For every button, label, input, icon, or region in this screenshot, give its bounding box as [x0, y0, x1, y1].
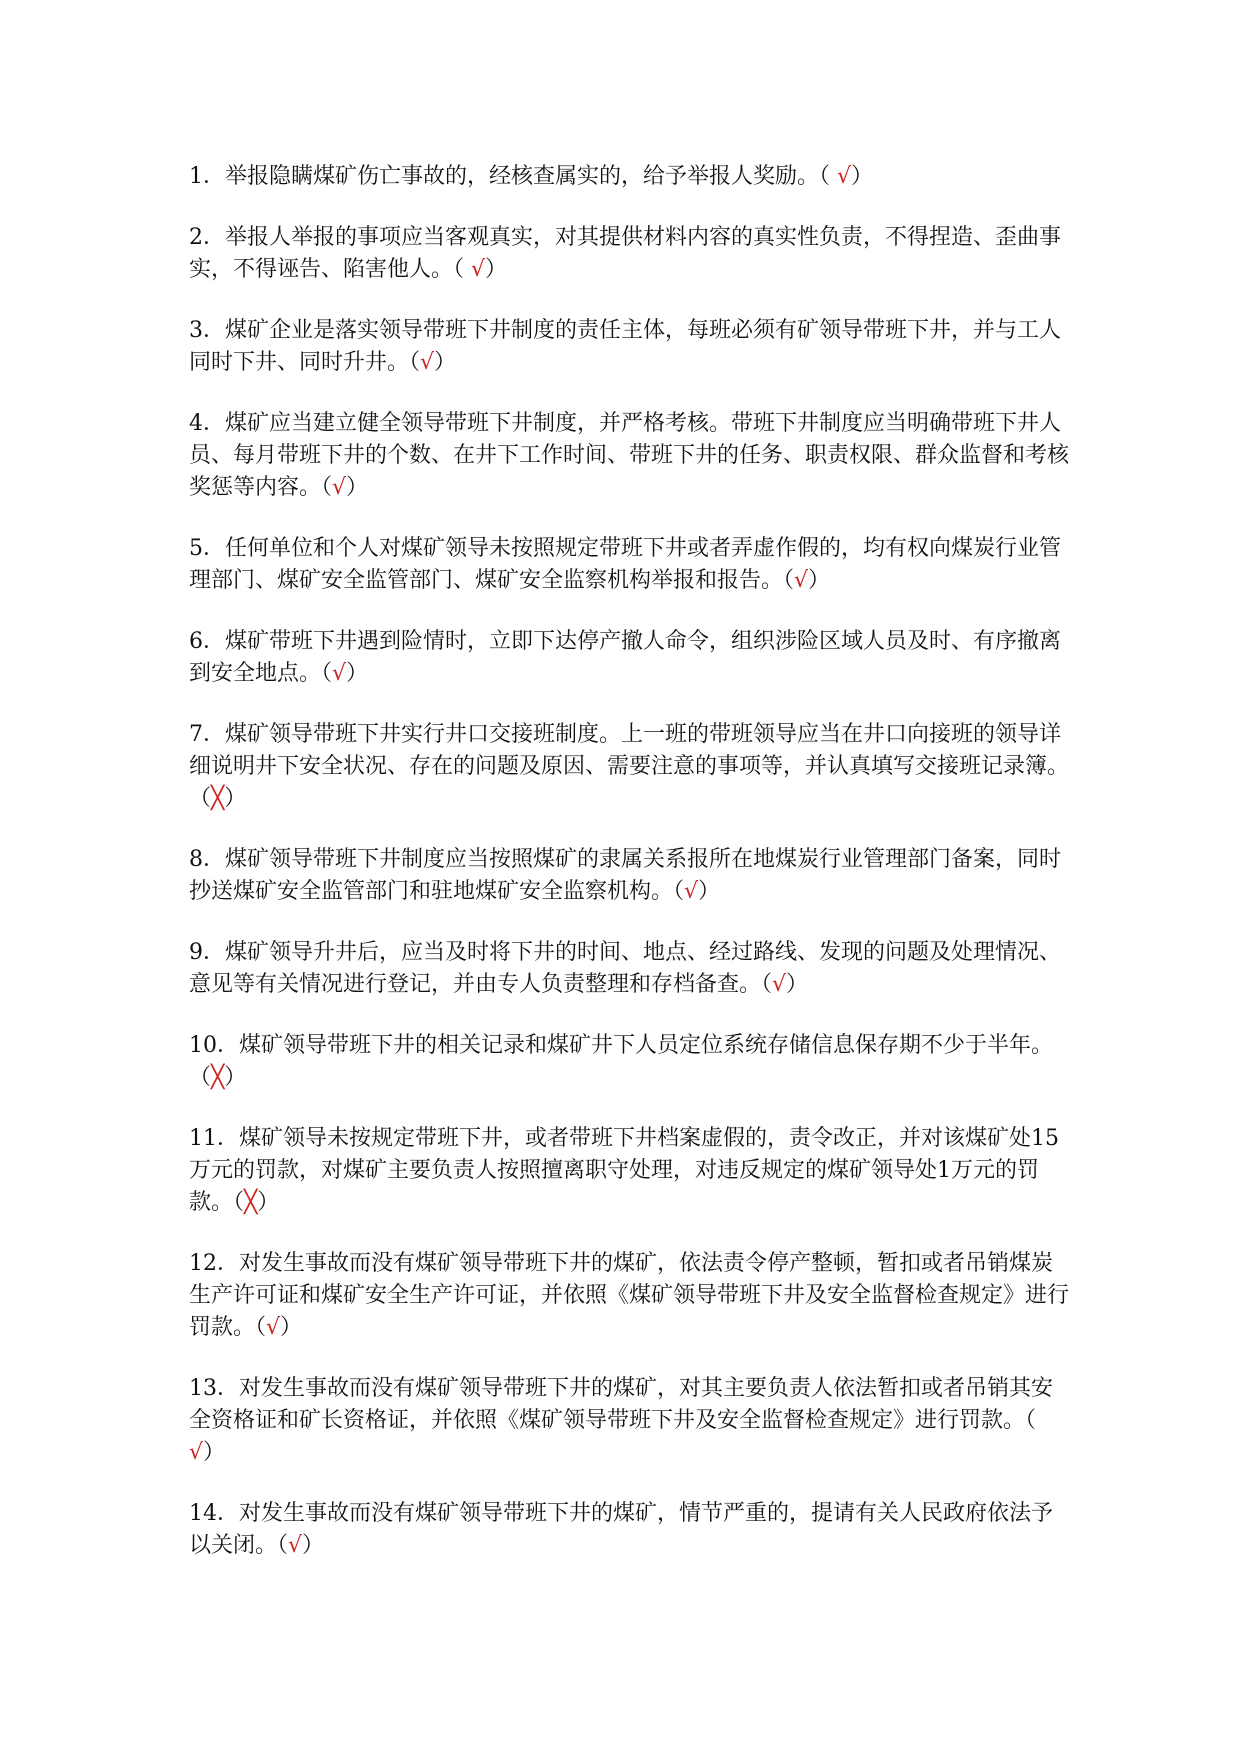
cross-mark-icon: ╳: [211, 1065, 225, 1090]
item-close-paren: ）: [257, 1190, 280, 1215]
check-mark-icon: √: [189, 1440, 204, 1465]
item-number: 7．: [189, 722, 225, 747]
item-number: 4．: [189, 411, 225, 436]
check-mark-icon: √: [830, 164, 852, 189]
item-number: 10．: [189, 1033, 239, 1058]
item-text: 煤矿领导升井后，应当及时将下井的时间、地点、经过路线、发现的问题及处理情况、意见等有关情况进行登记，并由专人负责整理和存档备查。（: [189, 940, 1062, 997]
item-close-paren: ）: [434, 350, 457, 375]
item-text: 煤矿领导未按规定带班下井，或者带班下井档案虚假的，责令改正，并对该煤矿处15万元的罚款，对煤矿主要负责人按照擅离职守处理，对违反规定的煤矿领导处1万元的罚款。（: [189, 1126, 1059, 1215]
item-text: 举报人举报的事项应当客观真实，对其提供材料内容的真实性负责，不得捏造、歪曲事实，不得诬告、陷害他人。（: [189, 225, 1062, 282]
list-item: [189, 937, 1069, 1001]
item-text: 对发生事故而没有煤矿领导带班下井的煤矿，情节严重的，提请有关人民政府依法予以关闭。（: [189, 1501, 1054, 1558]
list-item: [189, 626, 1069, 690]
item-number: 11．: [189, 1126, 239, 1151]
item-close-paren: ）: [302, 1533, 325, 1558]
item-close-paren: ）: [808, 568, 831, 593]
item-number: 13．: [189, 1376, 239, 1401]
check-mark-icon: √: [464, 257, 486, 282]
check-mark-icon: √: [266, 1315, 281, 1340]
list-item: [189, 1498, 1069, 1562]
item-number: 9．: [189, 940, 225, 965]
question-list: [189, 161, 1069, 1591]
item-text: 煤矿带班下井遇到险情时，立即下达停产撤人命令，组织涉险区域人员及时、有序撤离到安全地点。（: [189, 629, 1062, 686]
item-text: 煤矿应当建立健全领导带班下井制度，并严格考核。带班下井制度应当明确带班下井人员、每月带班下井的个数、在井下工作时间、带班下井的任务、职责权限、群众监督和考核奖惩等内容。（: [189, 411, 1070, 500]
check-mark-icon: √: [772, 972, 787, 997]
item-close-paren: ）: [698, 879, 721, 904]
item-text: 对发生事故而没有煤矿领导带班下井的煤矿，依法责令停产整顿，暂扣或者吊销煤炭生产许可证和煤矿安全生产许可证，并依照《煤矿领导带班下井及安全监督检查规定》进行罚款。（: [189, 1251, 1070, 1340]
item-close-paren: ）: [203, 1440, 226, 1465]
list-item: [189, 533, 1069, 597]
item-text: 煤矿企业是落实领导带班下井制度的责任主体，每班必须有矿领导带班下井，并与工人同时下井、同时升井。（: [189, 318, 1062, 375]
check-mark-icon: √: [332, 661, 347, 686]
list-item: [189, 222, 1069, 286]
list-item: [189, 161, 1069, 193]
cross-mark-icon: ╳: [244, 1190, 258, 1215]
item-number: 5．: [189, 536, 225, 561]
item-text: 煤矿领导带班下井的相关记录和煤矿井下人员定位系统存储信息保存期不少于半年。（: [189, 1033, 1054, 1090]
list-item: [189, 1123, 1069, 1219]
item-close-paren: ）: [485, 257, 508, 282]
list-item: [189, 1373, 1069, 1469]
check-mark-icon: √: [420, 350, 435, 375]
item-text: 煤矿领导带班下井制度应当按照煤矿的隶属关系报所在地煤炭行业管理部门备案，同时抄送煤矿安全监管部门和驻地煤矿安全监察机构。（: [189, 847, 1062, 904]
item-text: 任何单位和个人对煤矿领导未按照规定带班下井或者弄虚作假的，均有权向煤炭行业管理部门、煤矿安全监管部门、煤矿安全监察机构举报和报告。（: [189, 536, 1062, 593]
list-item: [189, 315, 1069, 379]
item-number: 12．: [189, 1251, 239, 1276]
check-mark-icon: √: [288, 1533, 303, 1558]
check-mark-icon: √: [794, 568, 809, 593]
item-number: 6．: [189, 629, 225, 654]
list-item: [189, 844, 1069, 908]
list-item: [189, 408, 1069, 504]
item-number: 3．: [189, 318, 225, 343]
item-number: 1．: [189, 164, 225, 189]
item-close-paren: ）: [786, 972, 809, 997]
item-close-paren: ）: [224, 1065, 247, 1090]
cross-mark-icon: ╳: [211, 786, 225, 811]
item-close-paren: ）: [346, 475, 369, 500]
item-text: 举报隐瞒煤矿伤亡事故的，经核查属实的，给予举报人奖励。（: [225, 164, 831, 189]
list-item: [189, 1248, 1069, 1344]
item-text: 煤矿领导带班下井实行井口交接班制度。上一班的带班领导应当在井口向接班的领导详细说明井下安全状况、存在的问题及原因、需要注意的事项等，并认真填写交接班记录簿。（: [189, 722, 1070, 811]
item-close-paren: ）: [224, 786, 247, 811]
item-number: 14．: [189, 1501, 239, 1526]
list-item: [189, 719, 1069, 815]
item-close-paren: ）: [346, 661, 369, 686]
check-mark-icon: √: [332, 475, 347, 500]
item-close-paren: ）: [280, 1315, 303, 1340]
list-item: [189, 1030, 1069, 1094]
item-text: 对发生事故而没有煤矿领导带班下井的煤矿，对其主要负责人依法暂扣或者吊销其安全资格证和矿长资格证，并依照《煤矿领导带班下井及安全监督检查规定》进行罚款。（: [189, 1376, 1054, 1433]
item-number: 2．: [189, 225, 225, 250]
item-number: 8．: [189, 847, 225, 872]
item-close-paren: ）: [851, 164, 874, 189]
check-mark-icon: √: [684, 879, 699, 904]
